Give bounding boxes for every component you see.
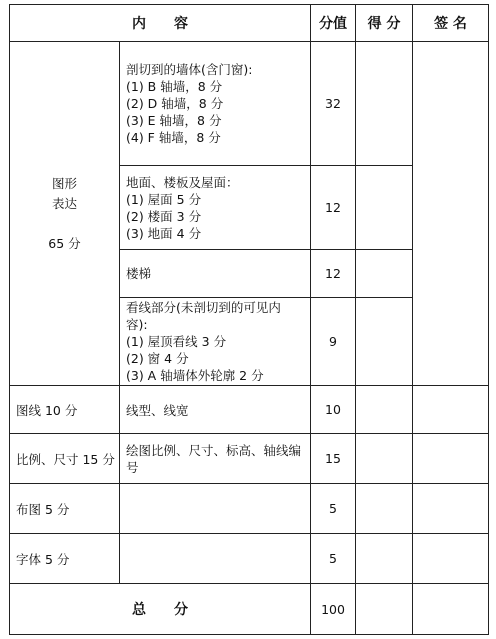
content-line: 看线部分(未剖切到的可见内 bbox=[126, 300, 281, 315]
content-line: (2) 窗 4 分 bbox=[126, 351, 189, 366]
content-cell bbox=[120, 534, 311, 584]
score-table bbox=[9, 4, 489, 635]
content-line: 地面、楼板及屋面： bbox=[126, 174, 239, 190]
header-content: 内 容 bbox=[10, 5, 311, 42]
signature-cell[interactable] bbox=[413, 434, 489, 484]
header-signature: 签 名 bbox=[413, 5, 489, 42]
table-row bbox=[10, 42, 489, 166]
category-cell: 字体 5 分 bbox=[10, 534, 120, 584]
content-line: 容): bbox=[126, 317, 148, 332]
table-row bbox=[10, 386, 489, 434]
total-value: 100 bbox=[311, 584, 356, 635]
content-line: (3) A 轴墙体外轮廓 2 分 bbox=[126, 368, 264, 383]
table-row bbox=[10, 534, 489, 584]
content-line: 剖切到的墙体(含门窗): bbox=[126, 62, 253, 77]
score-got-cell[interactable] bbox=[356, 250, 413, 298]
score-got-cell[interactable] bbox=[356, 484, 413, 534]
signature-cell[interactable] bbox=[413, 386, 489, 434]
score-got-cell[interactable] bbox=[356, 434, 413, 484]
category-cell: 图线 10 分 bbox=[10, 386, 120, 434]
score-got-cell[interactable] bbox=[356, 42, 413, 166]
table-row bbox=[10, 434, 489, 484]
total-label-text: 总 分 bbox=[132, 602, 188, 618]
score-value-cell: 5 bbox=[311, 484, 356, 534]
header-score-value: 分值 bbox=[311, 5, 356, 42]
content-cell bbox=[120, 434, 311, 484]
content-line: 绘图比例、尺寸、标高、轴线编号 bbox=[126, 442, 302, 475]
table-row bbox=[10, 484, 489, 534]
content-line: (1) B 轴墙，8 分 bbox=[126, 79, 223, 94]
content-cell bbox=[120, 250, 311, 298]
score-value-cell: 12 bbox=[311, 166, 356, 250]
total-row bbox=[10, 584, 489, 635]
total-signature-cell[interactable] bbox=[413, 584, 489, 635]
score-value-cell: 10 bbox=[311, 386, 356, 434]
score-value-cell: 32 bbox=[311, 42, 356, 166]
header-row bbox=[10, 5, 489, 42]
score-got-cell[interactable] bbox=[356, 166, 413, 250]
score-got-cell[interactable] bbox=[356, 298, 413, 386]
score-value-cell: 9 bbox=[311, 298, 356, 386]
content-line: (4) F 轴墙，8 分 bbox=[126, 130, 221, 145]
signature-cell[interactable] bbox=[413, 484, 489, 534]
score-value-cell: 12 bbox=[311, 250, 356, 298]
content-line: (3) E 轴墙，8 分 bbox=[126, 113, 222, 128]
category-cell: 比例、尺寸 15 分 bbox=[10, 434, 120, 484]
content-line: (1) 屋面 5 分 bbox=[126, 191, 202, 207]
score-got-cell[interactable] bbox=[356, 534, 413, 584]
content-cell bbox=[120, 484, 311, 534]
content-line: (2) 楼面 3 分 bbox=[126, 208, 202, 224]
category-cell: 布图 5 分 bbox=[10, 484, 120, 534]
content-cell bbox=[120, 298, 311, 386]
content-cell bbox=[120, 42, 311, 166]
score-value-cell: 15 bbox=[311, 434, 356, 484]
score-got-cell[interactable] bbox=[356, 386, 413, 434]
category-line: 65 分 bbox=[48, 235, 81, 251]
signature-cell[interactable] bbox=[413, 42, 489, 386]
score-value-cell: 5 bbox=[311, 534, 356, 584]
signature-cell[interactable] bbox=[413, 534, 489, 584]
content-line: (2) D 轴墙，8 分 bbox=[126, 96, 224, 111]
content-cell bbox=[120, 166, 311, 250]
header-score-got: 得 分 bbox=[356, 5, 413, 42]
total-score-got-cell[interactable] bbox=[356, 584, 413, 635]
category-line: 图形 bbox=[51, 175, 77, 191]
content-line: (1) 屋顶看线 3 分 bbox=[126, 334, 227, 349]
content-cell: 线型、线宽 bbox=[120, 386, 311, 434]
category-line bbox=[10, 214, 119, 234]
total-label bbox=[10, 584, 311, 635]
content-line: (3) 地面 4 分 bbox=[126, 225, 202, 241]
graphic-category-cell bbox=[10, 42, 120, 386]
content-line: 楼梯 bbox=[126, 266, 152, 281]
category-line: 表达 bbox=[51, 195, 77, 211]
